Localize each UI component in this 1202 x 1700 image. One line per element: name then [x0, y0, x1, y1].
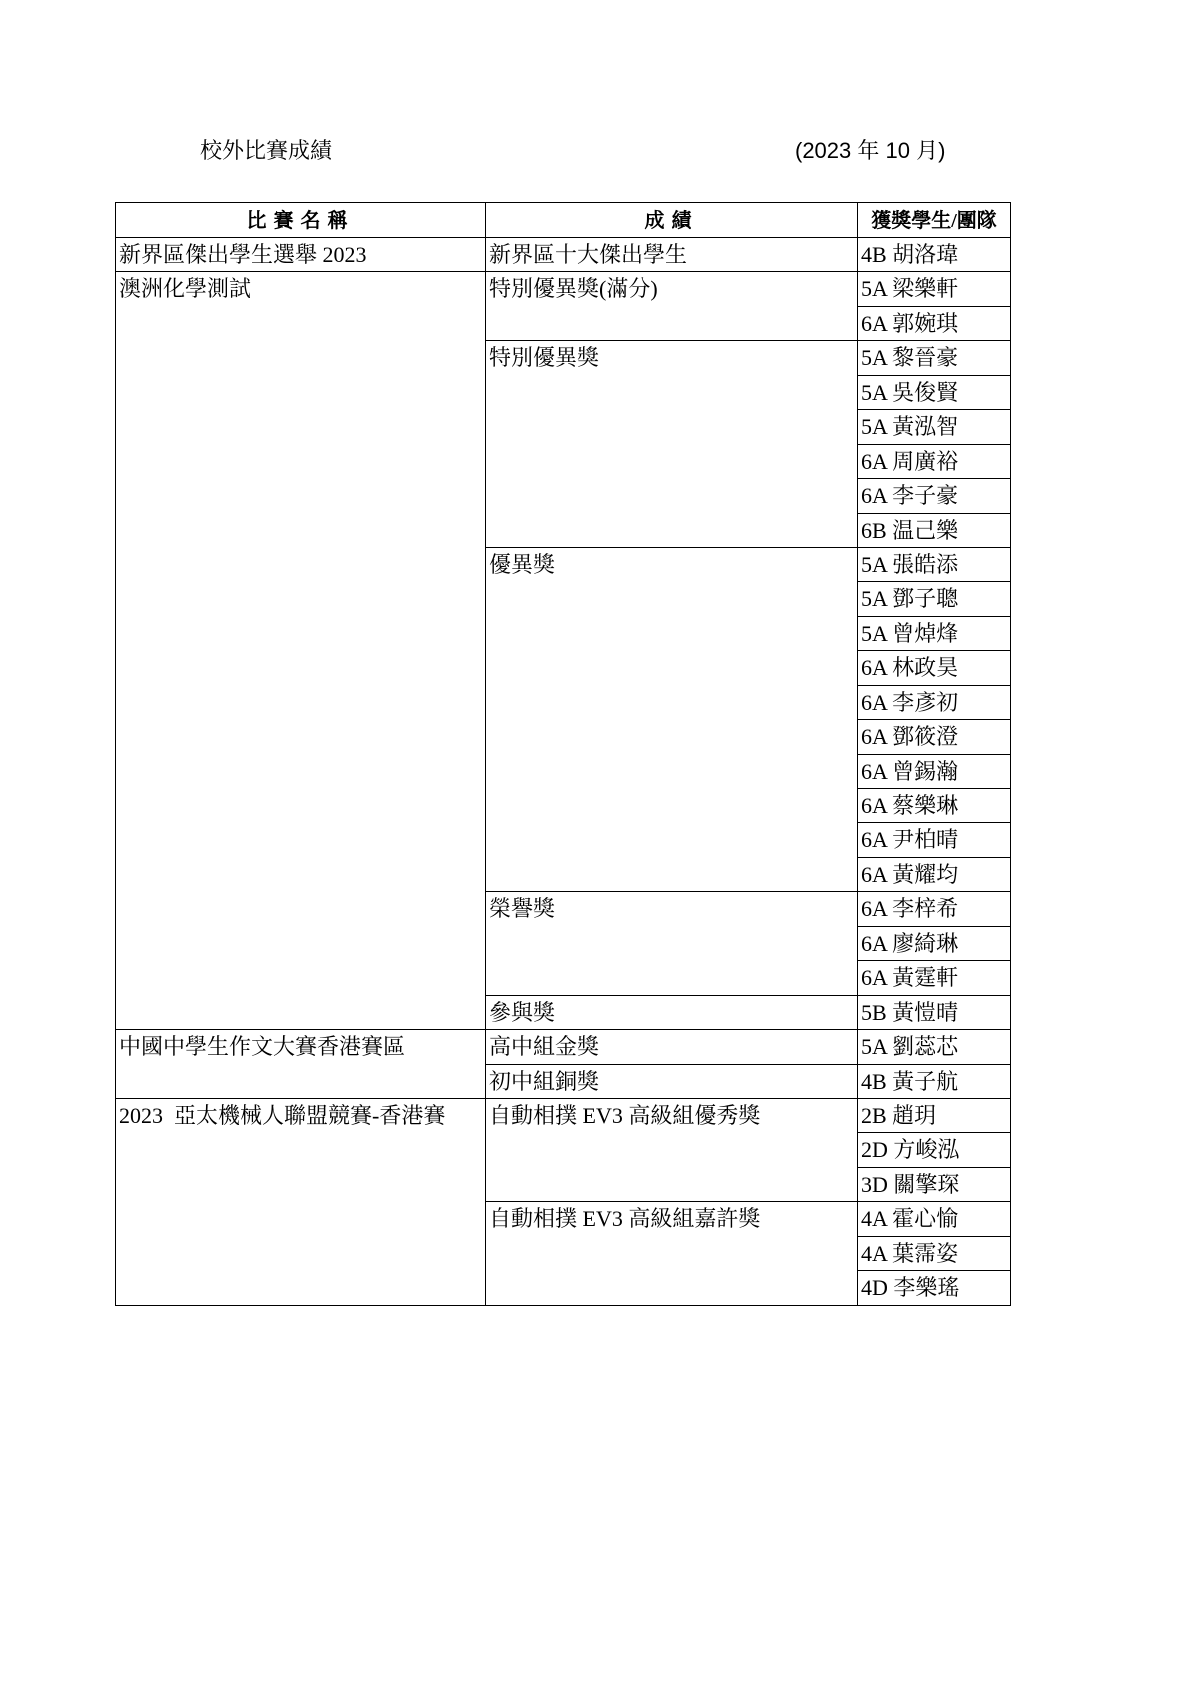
- student-name: 6A 李子豪: [858, 479, 1011, 513]
- student-name: 4B 黃子航: [858, 1064, 1011, 1098]
- student-name: 6A 林政昊: [858, 651, 1011, 685]
- page-title: 校外比賽成績: [200, 138, 333, 163]
- student-name: 5A 梁樂軒: [858, 272, 1011, 306]
- table-row: [116, 1098, 1011, 1132]
- award-name: 高中組金獎: [486, 1030, 858, 1064]
- competition-name: 澳洲化學測試: [116, 272, 486, 1030]
- student-name: 5A 張皓添: [858, 547, 1011, 581]
- student-name: 6A 李梓希: [858, 892, 1011, 926]
- award-name: 榮譽獎: [486, 892, 858, 995]
- table-row: [116, 238, 1011, 272]
- student-name: 6A 尹柏晴: [858, 823, 1011, 857]
- table-header: [116, 203, 1011, 238]
- report-date: (2023 年 10 月): [795, 138, 946, 163]
- student-name: 5A 黃泓智: [858, 410, 1011, 444]
- student-name: 6A 廖綺琳: [858, 926, 1011, 960]
- competition-name: 2023 亞太機械人聯盟競賽-香港賽: [116, 1098, 486, 1305]
- student-name: 2B 趙玥: [858, 1098, 1011, 1132]
- header-row: [116, 203, 1011, 238]
- student-name: 6A 曾錫瀚: [858, 754, 1011, 788]
- table-row: [116, 1030, 1011, 1064]
- award-name: 特別優異獎: [486, 341, 858, 548]
- student-name: 4A 葉霈姿: [858, 1236, 1011, 1270]
- student-name: 5A 黎晉豪: [858, 341, 1011, 375]
- award-name: 特別優異獎(滿分): [486, 272, 858, 341]
- header-result: 成績: [486, 203, 858, 238]
- competition-name: 中國中學生作文大賽香港賽區: [116, 1030, 486, 1099]
- student-name: 5A 劉蕊芯: [858, 1030, 1011, 1064]
- competition-name: 新界區傑出學生選舉 2023: [116, 238, 486, 272]
- results-table: [115, 202, 1011, 1306]
- student-name: 5A 吳俊賢: [858, 375, 1011, 409]
- student-name: 6A 蔡樂琳: [858, 789, 1011, 823]
- student-name: 6A 黃霆軒: [858, 961, 1011, 995]
- award-name: 初中組銅獎: [486, 1064, 858, 1098]
- student-name: 4D 李樂瑤: [858, 1271, 1011, 1305]
- student-name: 4B 胡洛瑋: [858, 238, 1011, 272]
- student-name: 3D 關擎琛: [858, 1167, 1011, 1201]
- student-name: 4A 霍心愉: [858, 1202, 1011, 1236]
- award-name: 自動相撲 EV3 高級組嘉許獎: [486, 1202, 858, 1305]
- table-body: [116, 238, 1011, 1306]
- table-row: [116, 272, 1011, 306]
- student-name: 5A 曾焯烽: [858, 616, 1011, 650]
- student-name: 2D 方峻泓: [858, 1133, 1011, 1167]
- header-competition-name: 比賽名稱: [116, 203, 486, 238]
- student-name: 6A 黃耀均: [858, 857, 1011, 891]
- header-awarded-students: 獲獎學生/團隊: [858, 203, 1011, 238]
- student-name: 5A 鄧子聰: [858, 582, 1011, 616]
- student-name: 6A 郭婉琪: [858, 306, 1011, 340]
- award-name: 參與獎: [486, 995, 858, 1029]
- student-name: 6B 温己樂: [858, 513, 1011, 547]
- award-name: 優異獎: [486, 547, 858, 891]
- student-name: 6A 李彥初: [858, 685, 1011, 719]
- award-name: 新界區十大傑出學生: [486, 238, 858, 272]
- student-name: 6A 周廣裕: [858, 444, 1011, 478]
- student-name: 5B 黃愷晴: [858, 995, 1011, 1029]
- award-name: 自動相撲 EV3 高級組優秀獎: [486, 1098, 858, 1201]
- student-name: 6A 鄧筱澄: [858, 720, 1011, 754]
